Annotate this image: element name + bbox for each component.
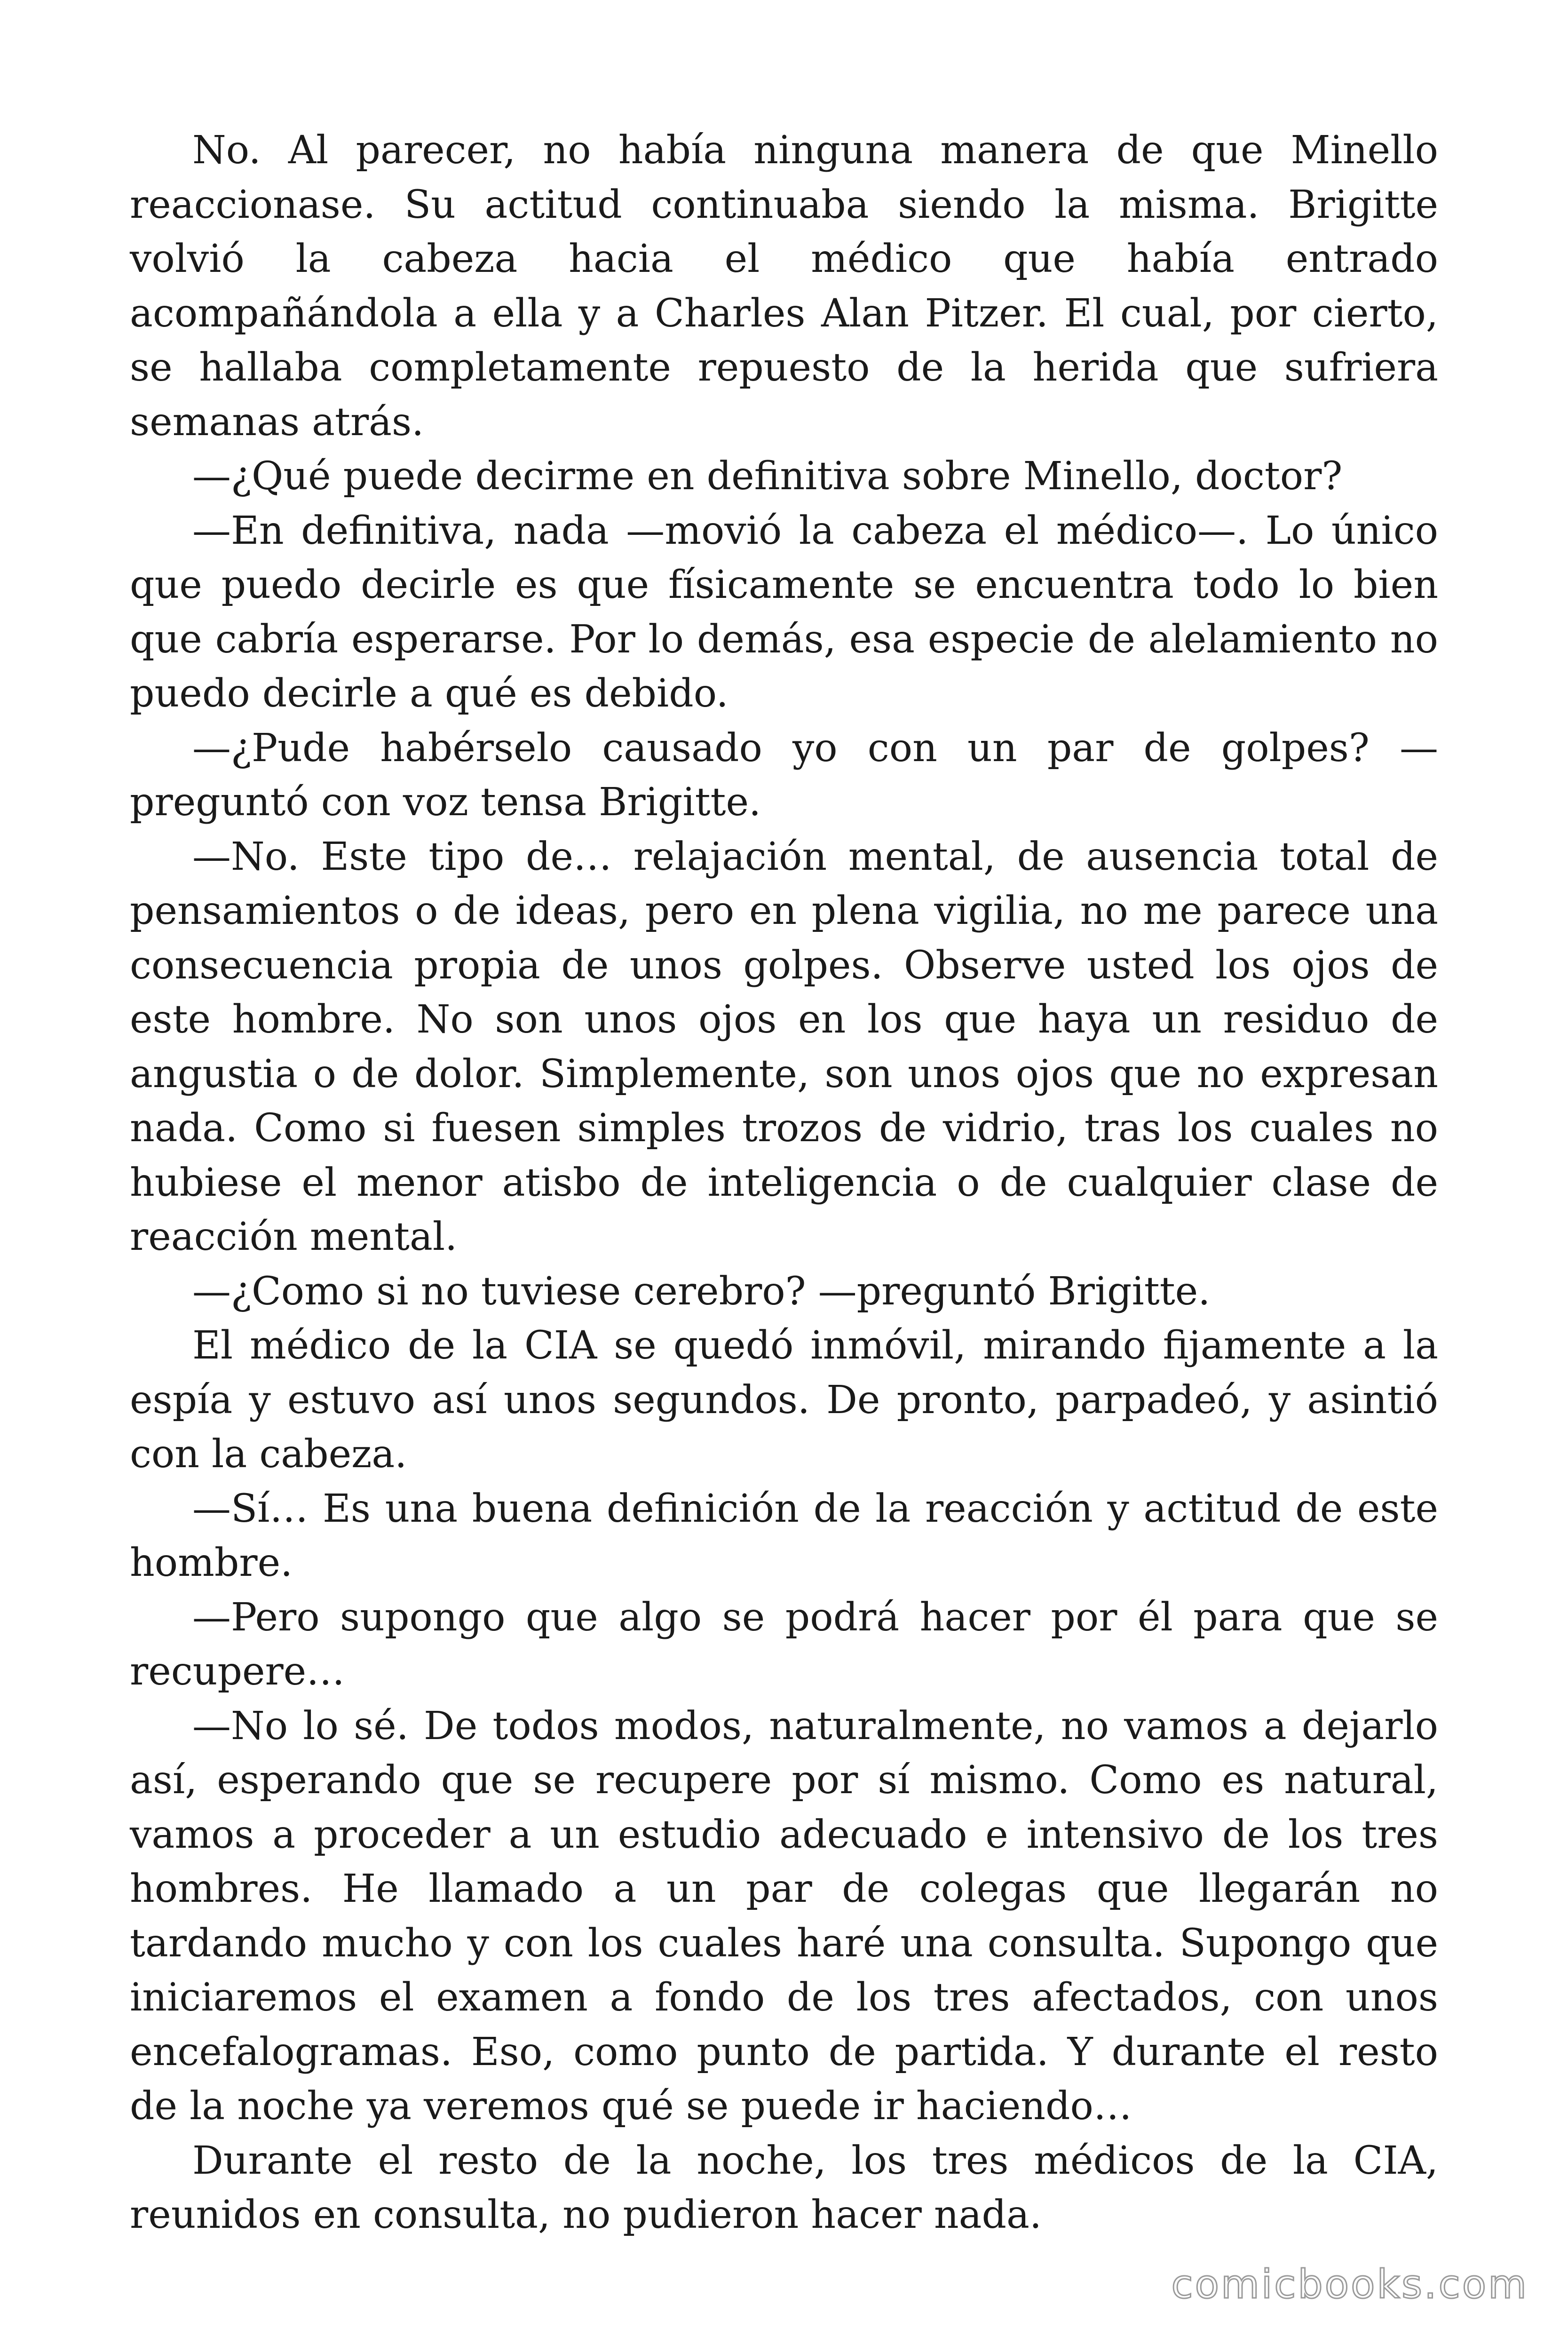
paragraph: —Sí… Es una buena definición de la reacción y actitud de este hombre.: [130, 1486, 1438, 1585]
paragraph: —En definitiva, nada —movió la cabeza el médico—. Lo único que puedo decirle es que físicamente se encuentra todo lo bien que cabría esperarse. Por lo demás, esa especie de alelamiento no puedo decirle a qué es debido.: [130, 508, 1438, 716]
book-page-text: [130, 123, 1438, 2242]
paragraph: —Pero supongo que algo se podrá hacer por él para que se recupere…: [130, 1595, 1438, 1694]
paragraph: Durante el resto de la noche, los tres médicos de la CIA, reunidos en consulta, no pudieron hacer nada.: [130, 2138, 1438, 2237]
paragraph: —¿Como si no tuviese cerebro? —preguntó Brigitte.: [192, 1269, 1211, 1314]
paragraph: —¿Pude habérselo causado yo con un par de golpes? —preguntó con voz tensa Brigitte.: [130, 725, 1438, 825]
paragraph: —¿Qué puede decirme en definitiva sobre Minello, doctor?: [192, 454, 1343, 499]
paragraph: —No. Este tipo de… relajación mental, de ausencia total de pensamientos o de ideas, pero en plena vigilia, no me parece una consecuencia propia de unos golpes. Observe usted los ojos de este hombre. No son unos ojos en los que haya un residuo de angustia o de dolor. Simplemente, son unos ojos que no expresan nada. Como si fuesen simples trozos de vidrio, tras los cuales no hubiese el menor atisbo de inteligencia o de cualquier clase de reacción mental.: [130, 834, 1438, 1259]
paragraph: —No lo sé. De todos modos, naturalmente, no vamos a dejarlo así, esperando que se recupere por sí mismo. Como es natural, vamos a proceder a un estudio adecuado e intensivo de los tres hombres. He llamado a un par de colegas que llegarán no tardando mucho y con los cuales haré una consulta. Supongo que iniciaremos el examen a fondo de los tres afectados, con unos encefalogramas. Eso, como punto de partida. Y durante el resto de la noche ya veremos qué se puede ir haciendo…: [130, 1703, 1438, 2129]
paragraph: No. Al parecer, no había ninguna manera de que Minello reaccionase. Su actitud continuaba siendo la misma. Brigitte volvió la cabeza hacia el médico que había entrado acompañándola a ella y a Charles Alan Pitzer. El cual, por cierto, se hallaba completamente repuesto de la herida que sufriera semanas atrás.: [130, 128, 1438, 445]
watermark: comicbooks.com: [1171, 2261, 1528, 2307]
paragraph: El médico de la CIA se quedó inmóvil, mirando fijamente a la espía y estuvo así unos segundos. De pronto, parpadeó, y asintió con la cabeza.: [130, 1323, 1438, 1477]
